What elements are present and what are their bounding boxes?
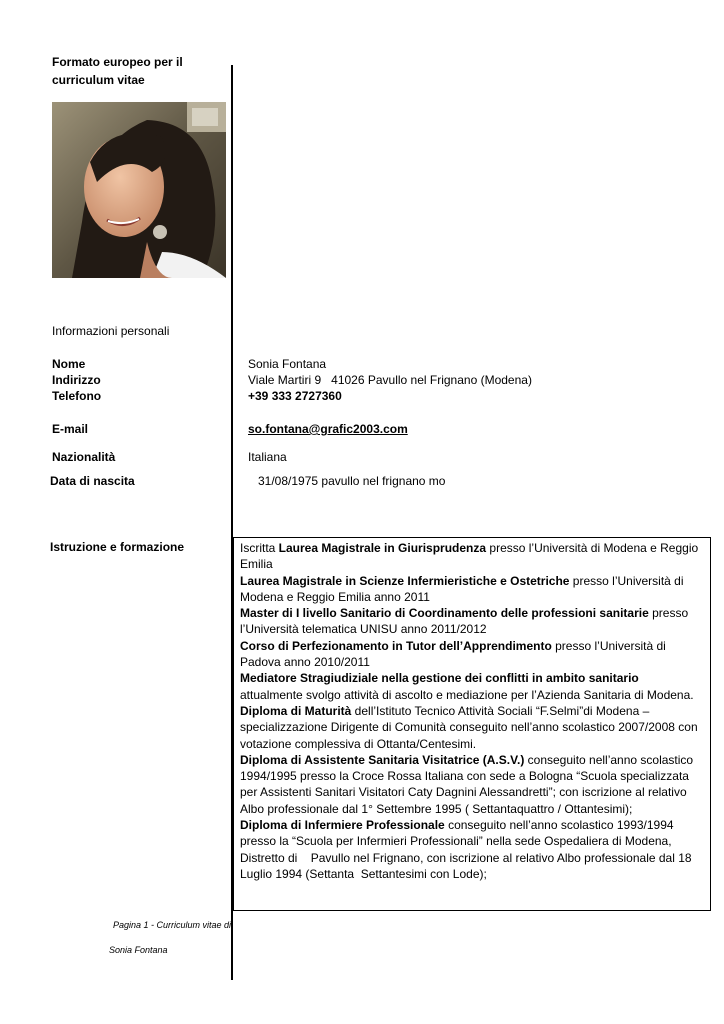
value-indirizzo: Viale Martiri 9 41026 Pavullo nel Frignano (Modena): [248, 373, 532, 387]
label-data-nascita: Data di nascita: [50, 474, 135, 488]
label-telefono: Telefono: [52, 389, 102, 403]
value-data-nascita: 31/08/1975 pavullo nel frignano mo: [258, 474, 446, 488]
education-item: Laurea Magistrale in Scienze Infermieristiche e Ostetriche presso l’Università di Modena e Reggio Emilia anno 2011: [240, 573, 684, 604]
footer-name: Sonia Fontana: [109, 945, 168, 955]
label-nome: Nome: [52, 357, 86, 371]
education-box: [233, 537, 711, 911]
education-item: Diploma di Maturità dell’Istituto Tecnico Attività Sociali “F.Selmi”di Modena – specializzazione Dirigente di Comunità conseguito nell’anno scolastico 2007/2008 con votazione complessiva di Ottanta/Centesimi.: [240, 703, 698, 751]
education-item: Master di I livello Sanitario di Coordinamento delle professioni sanitarie presso l’Università telematica UNISU anno 2011/2012: [240, 606, 689, 637]
cv-format-title: [52, 53, 183, 89]
education-item: Corso di Perfezionamento in Tutor dell’Apprendimento presso l’Università di Padova anno 2010/2011: [240, 638, 666, 670]
cv-format-title-line1: Formato europeo per il: [52, 55, 183, 69]
education-item: Diploma di Assistente Sanitaria Visitatrice (A.S.V.) conseguito nell’anno scolastico 1994/1995 presso la Croce Rossa Italiana con sede a Bologna “Scuola specializzata per Assistenti Sanitari Visitatori Caty Dagnini Alessandretti”; con iscrizione al relativo Albo professionale dal 1° Settembre 1995 ( Settantaquattro / Ottantesimi);: [240, 752, 694, 816]
label-email: E-mail: [52, 422, 89, 436]
email-link[interactable]: so.fontana@grafic2003.com: [248, 422, 408, 436]
value-nome: Sonia Fontana: [248, 357, 327, 371]
label-nazionalita: Nazionalità: [52, 450, 116, 464]
education-item: Diploma di Infermiere Professionale conseguito nell’anno scolastico 1993/1994 presso la “Scuola per Infermieri Professionali” nella sede Ospedaliera di Modena, Distretto di Pavullo nel Frignano, con iscrizione al relativo Albo professionale dal 18 Luglio 1994 (Settanta Settantesimi con Lode);: [240, 818, 695, 881]
value-nazionalita: Italiana: [248, 450, 287, 464]
footer-page-label: Pagina 1 - Curriculum vitae di: [113, 920, 232, 930]
education-item: Iscritta Laurea Magistrale in Giurisprudenza presso l’Università di Modena e Reggio Emilia: [240, 541, 699, 572]
education-item: Mediatore Stragiudiziale nella gestione dei conflitti in ambito sanitario attualmente svolgo attività di ascolto e mediazione per l’Azienda Sanitaria di Modena.: [240, 671, 694, 702]
cv-format-title-line2: curriculum vitae: [52, 73, 145, 87]
label-indirizzo: Indirizzo: [52, 373, 101, 387]
profile-photo: [52, 102, 226, 278]
section-personal-info: Informazioni personali: [52, 324, 170, 338]
section-education: Istruzione e formazione: [50, 540, 185, 554]
value-telefono: +39 333 2727360: [248, 389, 342, 403]
